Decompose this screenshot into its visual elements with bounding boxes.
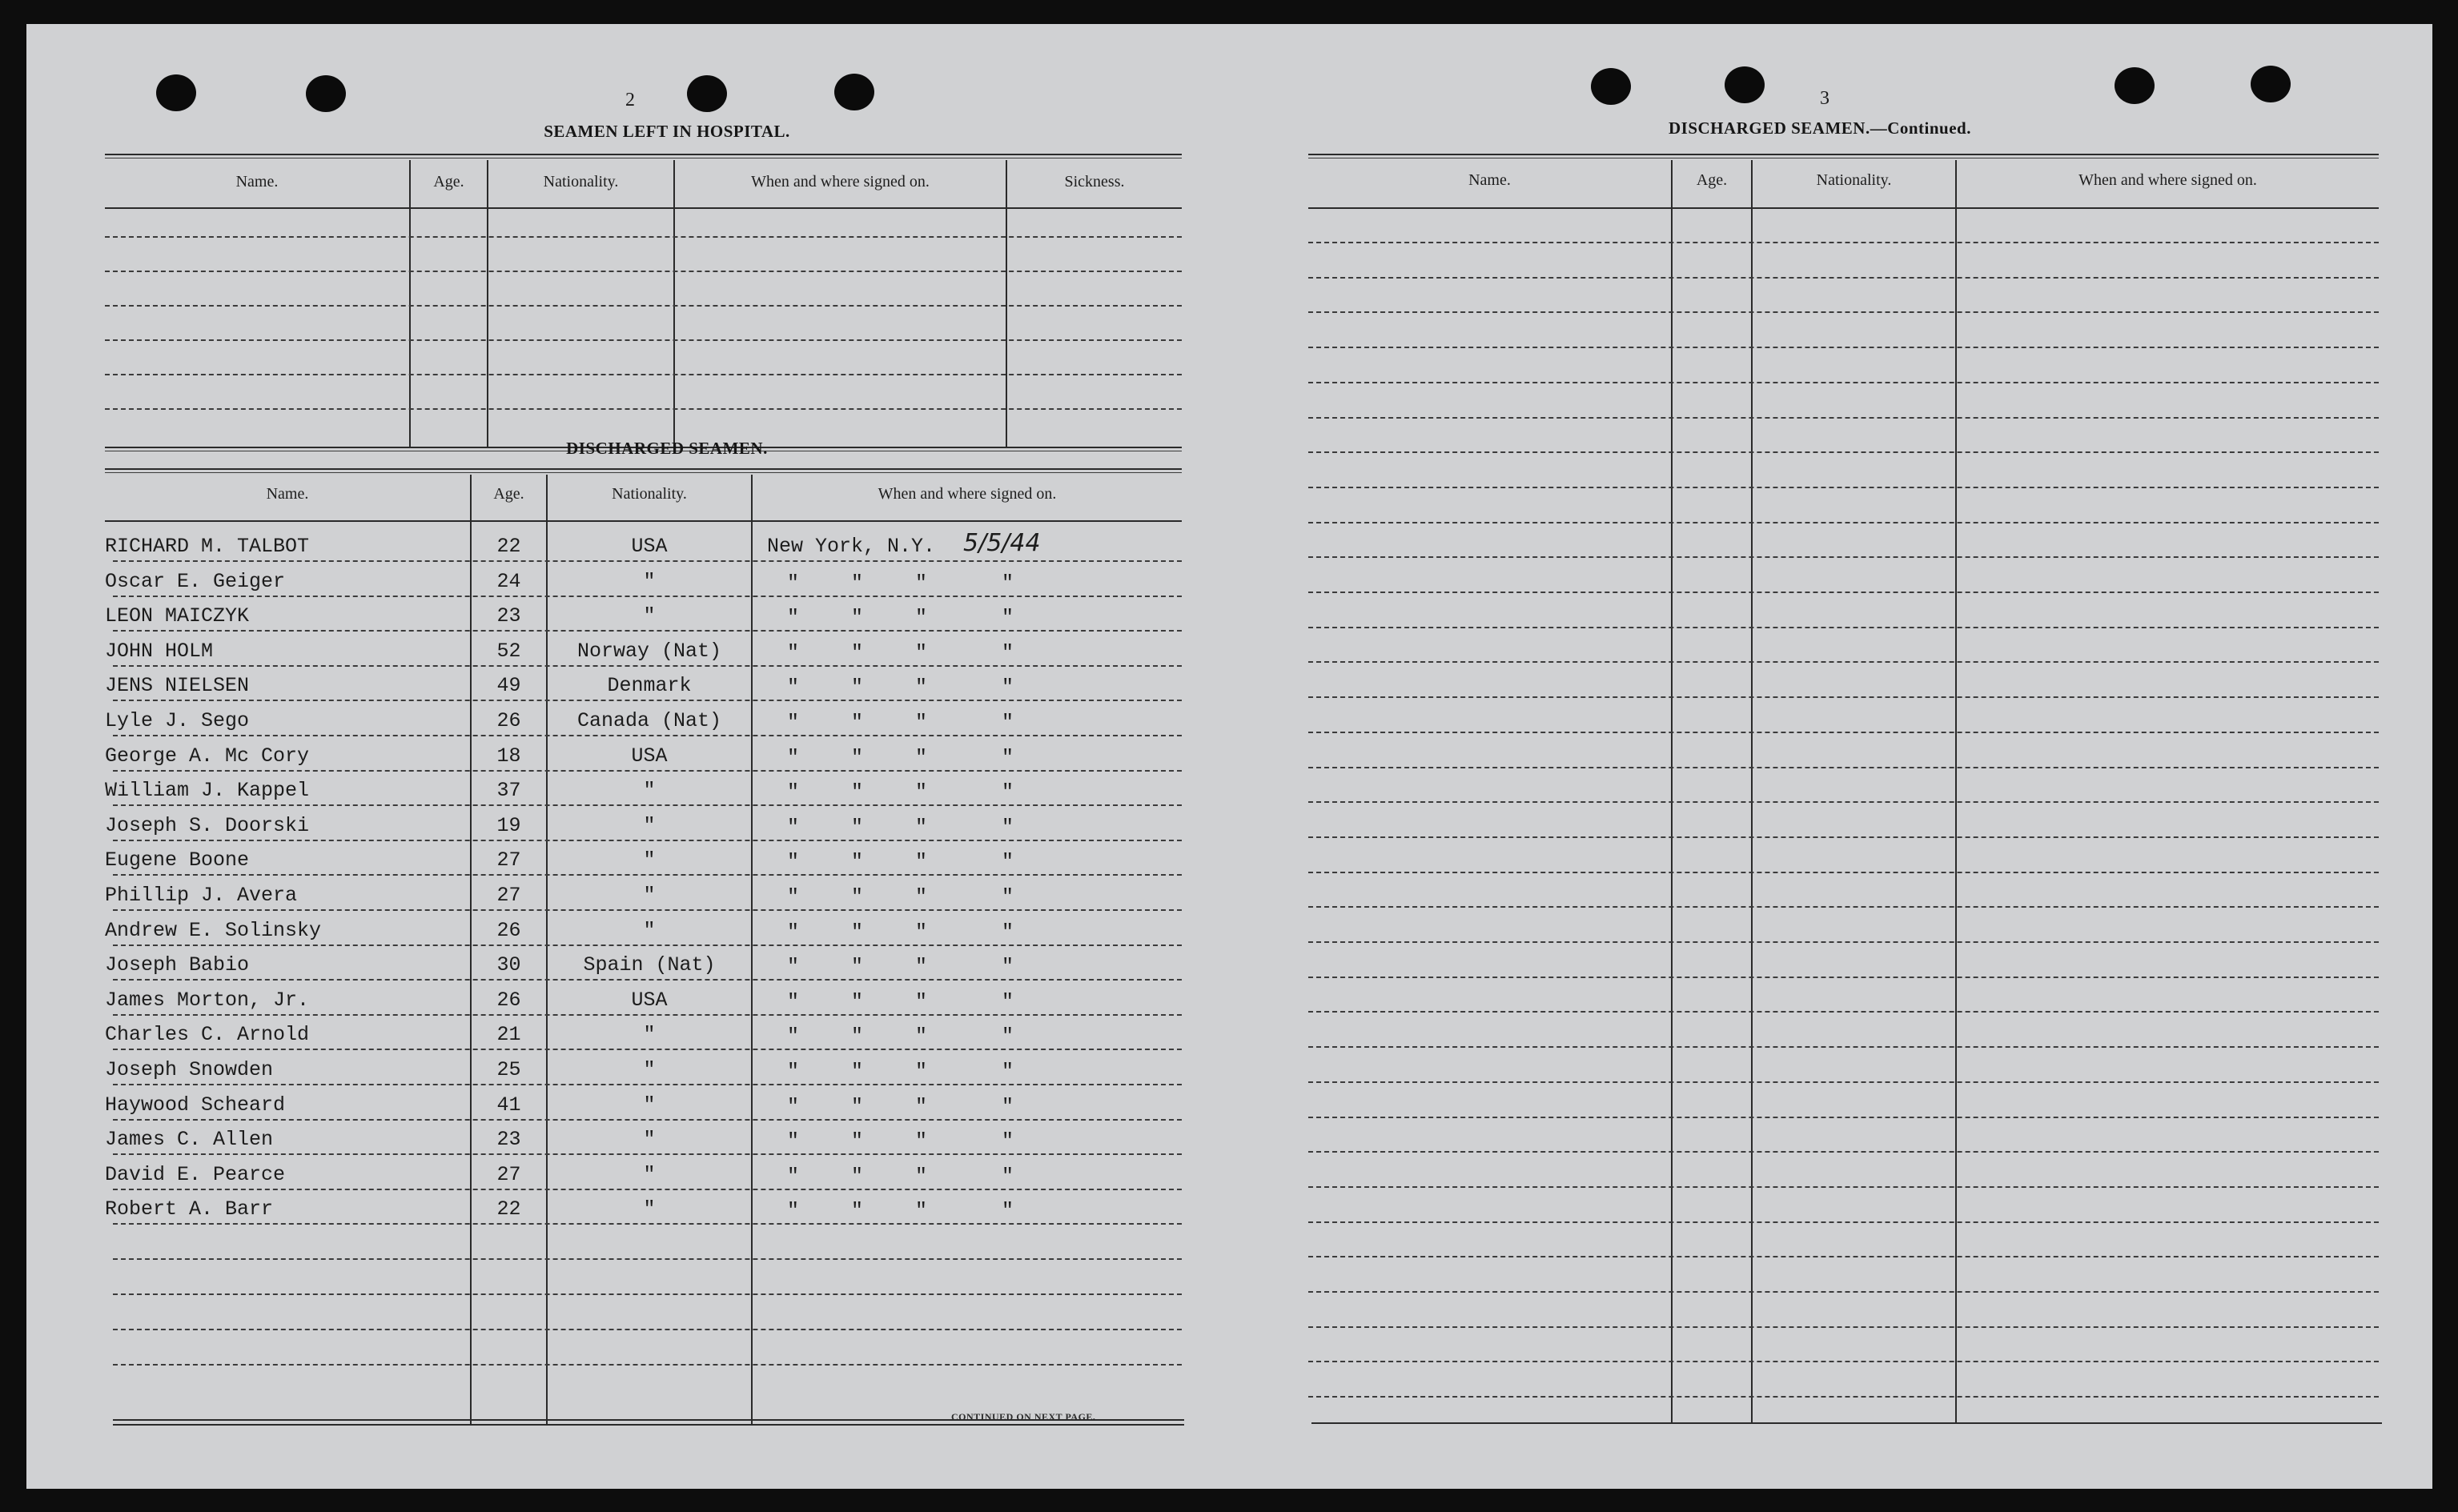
dotted-rule [113, 1293, 1182, 1295]
dotted-rule [1308, 347, 2379, 348]
ditto-mark: " [787, 1129, 800, 1153]
dotted-rule [1308, 311, 2379, 313]
discharged-continued-title: DISCHARGED SEAMEN.—Continued. [1669, 118, 1971, 138]
ditto-mark: " [1002, 1164, 1014, 1188]
ditto-mark: " [1002, 885, 1014, 908]
ditto-mark: " [851, 989, 864, 1013]
ditto-mark: " [787, 606, 800, 630]
discharged-section-title: DISCHARGED SEAMEN. [566, 439, 768, 458]
seaman-age: 19 [496, 813, 521, 837]
ditto-mark: " [915, 1025, 928, 1049]
seaman-age: 26 [496, 918, 521, 942]
signed-on-date: 5/5/44 [963, 529, 1041, 557]
seaman-age: 41 [496, 1093, 521, 1117]
ditto-mark: " [787, 676, 800, 700]
dotted-rule [113, 944, 1182, 946]
ditto-mark: " [787, 780, 800, 804]
seaman-name: Charles C. Arnold [105, 1023, 310, 1047]
dotted-rule [1308, 1046, 2379, 1048]
dotted-rule [1308, 1396, 2379, 1398]
ditto-mark: " [787, 885, 800, 908]
seaman-nationality: USA [631, 988, 668, 1012]
dotted-rule [1308, 1151, 2379, 1153]
dotted-rule [113, 560, 1182, 562]
seaman-nationality: Denmark [607, 674, 692, 698]
ditto-mark: " [851, 1094, 864, 1118]
ditto-mark: " [851, 571, 864, 595]
seaman-name: Joseph Snowden [105, 1058, 274, 1081]
dotted-rule [113, 1258, 1182, 1260]
ditto-mark: " [915, 1164, 928, 1188]
dotted-rule [1308, 1081, 2379, 1083]
ditto-mark: " [851, 850, 864, 874]
seaman-name: Joseph Babio [105, 953, 250, 977]
dotted-rule [113, 1014, 1182, 1016]
hospital-table-top-rule [105, 154, 1182, 155]
dotted-rule [1308, 1361, 2379, 1362]
seaman-nationality: Spain (Nat) [583, 953, 716, 977]
dotted-rule [105, 236, 1182, 238]
punch-hole [687, 75, 727, 112]
dotted-rule [105, 408, 1182, 410]
dotted-rule [113, 735, 1182, 736]
seaman-name: Andrew E. Solinsky [105, 918, 322, 942]
discharged-col-age: Age. [493, 485, 524, 503]
ditto-mark: " [915, 885, 928, 908]
seaman-nationality: " [643, 918, 656, 942]
ditto-mark: " [1002, 1025, 1014, 1049]
seaman-nationality: " [643, 604, 656, 628]
dotted-rule [1308, 767, 2379, 768]
page-number: 2 [625, 90, 635, 110]
seaman-age: 27 [496, 1162, 521, 1186]
ditto-mark: " [787, 711, 800, 734]
ditto-mark: " [915, 606, 928, 630]
dotted-rule [105, 339, 1182, 341]
dotted-rule [1308, 382, 2379, 383]
seaman-name: LEON MAICZYK [105, 604, 250, 628]
continued-footer: CONTINUED ON NEXT PAGE. [951, 1411, 1096, 1422]
hospital-col-nationality: Nationality. [543, 173, 619, 191]
ditto-mark: " [851, 1060, 864, 1083]
dotted-rule [105, 305, 1182, 307]
ditto-mark: " [787, 1060, 800, 1083]
dotted-rule [113, 700, 1182, 701]
ditto-mark: " [915, 640, 928, 664]
seaman-nationality: " [643, 1197, 656, 1221]
ditto-mark: " [1002, 955, 1014, 979]
dotted-rule [113, 1153, 1182, 1155]
seaman-name: Haywood Scheard [105, 1093, 286, 1117]
seaman-name: Phillip J. Avera [105, 884, 298, 907]
ditto-mark: " [851, 1199, 864, 1223]
ditto-mark: " [851, 640, 864, 664]
hospital-col-signed-on: When and where signed on. [751, 173, 930, 191]
ditto-mark: " [851, 1129, 864, 1153]
punch-hole [2251, 66, 2291, 102]
continued-col-name: Name. [1468, 171, 1511, 189]
hospital-col-sickness: Sickness. [1064, 173, 1125, 191]
ditto-mark: " [787, 920, 800, 944]
seaman-name: JOHN HOLM [105, 639, 214, 663]
dotted-rule [1308, 906, 2379, 908]
ditto-mark: " [851, 1164, 864, 1188]
dotted-rule [105, 374, 1182, 375]
seaman-age: 25 [496, 1058, 521, 1081]
punch-hole [2115, 67, 2155, 104]
dotted-rule [113, 1189, 1182, 1190]
seaman-name: Lyle J. Sego [105, 709, 250, 732]
ditto-mark: " [1002, 1199, 1014, 1223]
discharged-col-signed-on: When and where signed on. [878, 485, 1057, 503]
ditto-mark: " [915, 1060, 928, 1083]
ditto-mark: " [1002, 1129, 1014, 1153]
ditto-mark: " [915, 989, 928, 1013]
dotted-rule [1308, 1186, 2379, 1188]
dotted-rule [113, 1084, 1182, 1085]
dotted-rule [113, 840, 1182, 841]
punch-hole [306, 75, 346, 112]
continued-col-age: Age. [1696, 171, 1728, 189]
seaman-age: 30 [496, 953, 521, 977]
seaman-age: 24 [496, 569, 521, 593]
dotted-rule [1308, 1117, 2379, 1118]
dotted-rule [113, 1364, 1182, 1366]
dotted-rule [1308, 1326, 2379, 1328]
dotted-rule [113, 630, 1182, 632]
dotted-rule [1308, 696, 2379, 698]
dotted-rule [1308, 661, 2379, 663]
dotted-rule [1308, 1256, 2379, 1257]
document-sheet [26, 24, 2432, 1489]
discharged-header-rule [105, 520, 1182, 522]
seaman-nationality: " [643, 1162, 656, 1186]
hospital-section-title: SEAMEN LEFT IN HOSPITAL. [544, 122, 790, 141]
continued-col-nationality: Nationality. [1816, 171, 1892, 189]
ditto-mark: " [1002, 989, 1014, 1013]
dotted-rule [1308, 487, 2379, 488]
dotted-rule [1308, 451, 2379, 453]
dotted-rule [1308, 417, 2379, 419]
ditto-mark: " [915, 815, 928, 839]
seaman-age: 21 [496, 1023, 521, 1047]
dotted-rule [113, 770, 1182, 772]
dotted-rule [113, 1049, 1182, 1050]
dotted-rule [113, 665, 1182, 667]
ditto-mark: " [787, 1094, 800, 1118]
punch-hole [1725, 66, 1765, 103]
dotted-rule [1308, 627, 2379, 628]
seaman-age: 26 [496, 988, 521, 1012]
ditto-mark: " [851, 676, 864, 700]
punch-hole [156, 74, 196, 111]
dotted-rule [1308, 801, 2379, 803]
dotted-rule [113, 1223, 1182, 1225]
ditto-mark: " [851, 1025, 864, 1049]
seaman-name: James Morton, Jr. [105, 988, 310, 1012]
dotted-rule [1308, 732, 2379, 733]
ditto-mark: " [915, 745, 928, 769]
dotted-rule [1308, 277, 2379, 279]
seaman-age: 27 [496, 884, 521, 907]
ditto-mark: " [851, 955, 864, 979]
ditto-mark: " [787, 1199, 800, 1223]
dotted-rule [113, 1329, 1182, 1330]
seaman-age: 37 [496, 779, 521, 803]
ditto-mark: " [915, 711, 928, 734]
seaman-age: 22 [496, 1197, 521, 1221]
ditto-mark: " [1002, 1094, 1014, 1118]
ditto-mark: " [915, 780, 928, 804]
seaman-nationality: " [643, 779, 656, 803]
seaman-name: Eugene Boone [105, 848, 250, 872]
dotted-rule [113, 874, 1182, 876]
ditto-mark: " [787, 1164, 800, 1188]
seaman-name: RICHARD M. TALBOT [105, 535, 310, 558]
ditto-mark: " [1002, 920, 1014, 944]
ditto-mark: " [851, 815, 864, 839]
dotted-rule [1308, 556, 2379, 558]
seaman-name: JENS NIELSEN [105, 674, 250, 698]
ditto-mark: " [787, 640, 800, 664]
seaman-nationality: USA [631, 744, 668, 768]
seaman-nationality: " [643, 1093, 656, 1117]
seaman-age: 26 [496, 709, 521, 732]
dotted-rule [1308, 977, 2379, 978]
hospital-header-rule [105, 207, 1182, 209]
ditto-mark: " [787, 1025, 800, 1049]
ditto-mark: " [915, 850, 928, 874]
seaman-nationality: " [643, 569, 656, 593]
dotted-rule [1308, 872, 2379, 873]
dotted-rule [113, 979, 1182, 981]
seaman-nationality: " [643, 1058, 656, 1081]
dotted-rule [1308, 1221, 2379, 1223]
ditto-mark: " [915, 1199, 928, 1223]
seaman-name: George A. Mc Cory [105, 744, 310, 768]
dotted-rule [1308, 836, 2379, 838]
seaman-name: David E. Pearce [105, 1162, 286, 1186]
seaman-nationality: Norway (Nat) [576, 639, 722, 663]
ditto-mark: " [787, 815, 800, 839]
seaman-name: Joseph S. Doorski [105, 813, 310, 837]
dotted-rule [1308, 592, 2379, 593]
ditto-mark: " [851, 780, 864, 804]
seaman-age: 27 [496, 848, 521, 872]
page-number: 3 [1820, 88, 1829, 109]
ditto-mark: " [787, 745, 800, 769]
ditto-mark: " [787, 850, 800, 874]
dotted-rule [113, 804, 1182, 806]
ditto-mark: " [1002, 606, 1014, 630]
dotted-rule [1308, 242, 2379, 243]
dotted-rule [113, 596, 1182, 597]
ditto-mark: " [851, 711, 864, 734]
seaman-nationality: " [643, 848, 656, 872]
ditto-mark: " [915, 571, 928, 595]
seaman-age: 22 [496, 535, 521, 558]
ditto-mark: " [915, 955, 928, 979]
ditto-mark: " [787, 955, 800, 979]
continued-col-signed-on: When and where signed on. [2078, 171, 2257, 189]
seaman-nationality: USA [631, 535, 668, 558]
seaman-age: 18 [496, 744, 521, 768]
ditto-mark: " [1002, 745, 1014, 769]
seaman-nationality: " [643, 884, 656, 907]
seaman-age: 23 [496, 604, 521, 628]
ditto-mark: " [915, 1129, 928, 1153]
ditto-mark: " [851, 606, 864, 630]
dotted-rule [1308, 941, 2379, 943]
ditto-mark: " [1002, 640, 1014, 664]
seaman-name: Robert A. Barr [105, 1197, 274, 1221]
seaman-nationality: " [643, 1128, 656, 1152]
discharged-table-top-rule [105, 468, 1182, 470]
ditto-mark: " [915, 1094, 928, 1118]
punch-hole [1591, 68, 1631, 105]
ditto-mark: " [851, 920, 864, 944]
ditto-mark: " [1002, 571, 1014, 595]
seaman-age: 52 [496, 639, 521, 663]
punch-hole [834, 74, 874, 110]
ditto-mark: " [1002, 850, 1014, 874]
ditto-mark: " [1002, 815, 1014, 839]
seaman-name: James C. Allen [105, 1128, 274, 1152]
discharged-col-nationality: Nationality. [612, 485, 687, 503]
seaman-nationality: Canada (Nat) [576, 709, 722, 732]
ditto-mark: " [1002, 711, 1014, 734]
hospital-col-name: Name. [235, 173, 279, 191]
dotted-rule [1308, 1291, 2379, 1293]
dotted-rule [1308, 522, 2379, 523]
ditto-mark: " [1002, 780, 1014, 804]
ditto-mark: " [851, 885, 864, 908]
dotted-rule [113, 909, 1182, 911]
seaman-age: 49 [496, 674, 521, 698]
dotted-rule [1308, 1011, 2379, 1013]
dotted-rule [113, 1119, 1182, 1121]
seaman-age: 23 [496, 1128, 521, 1152]
hospital-col-age: Age. [433, 173, 464, 191]
ditto-mark: " [1002, 676, 1014, 700]
ditto-mark: " [787, 571, 800, 595]
seaman-nationality: " [643, 813, 656, 837]
seaman-nationality: " [643, 1023, 656, 1047]
ditto-mark: " [851, 745, 864, 769]
ditto-mark: " [787, 989, 800, 1013]
signed-on-place: New York, N.Y. [767, 535, 936, 558]
ditto-mark: " [915, 920, 928, 944]
ditto-mark: " [1002, 1060, 1014, 1083]
seaman-name: Oscar E. Geiger [105, 569, 286, 593]
discharged-col-name: Name. [266, 485, 309, 503]
ditto-mark: " [915, 676, 928, 700]
seaman-name: William J. Kappel [105, 779, 310, 803]
dotted-rule [105, 271, 1182, 272]
